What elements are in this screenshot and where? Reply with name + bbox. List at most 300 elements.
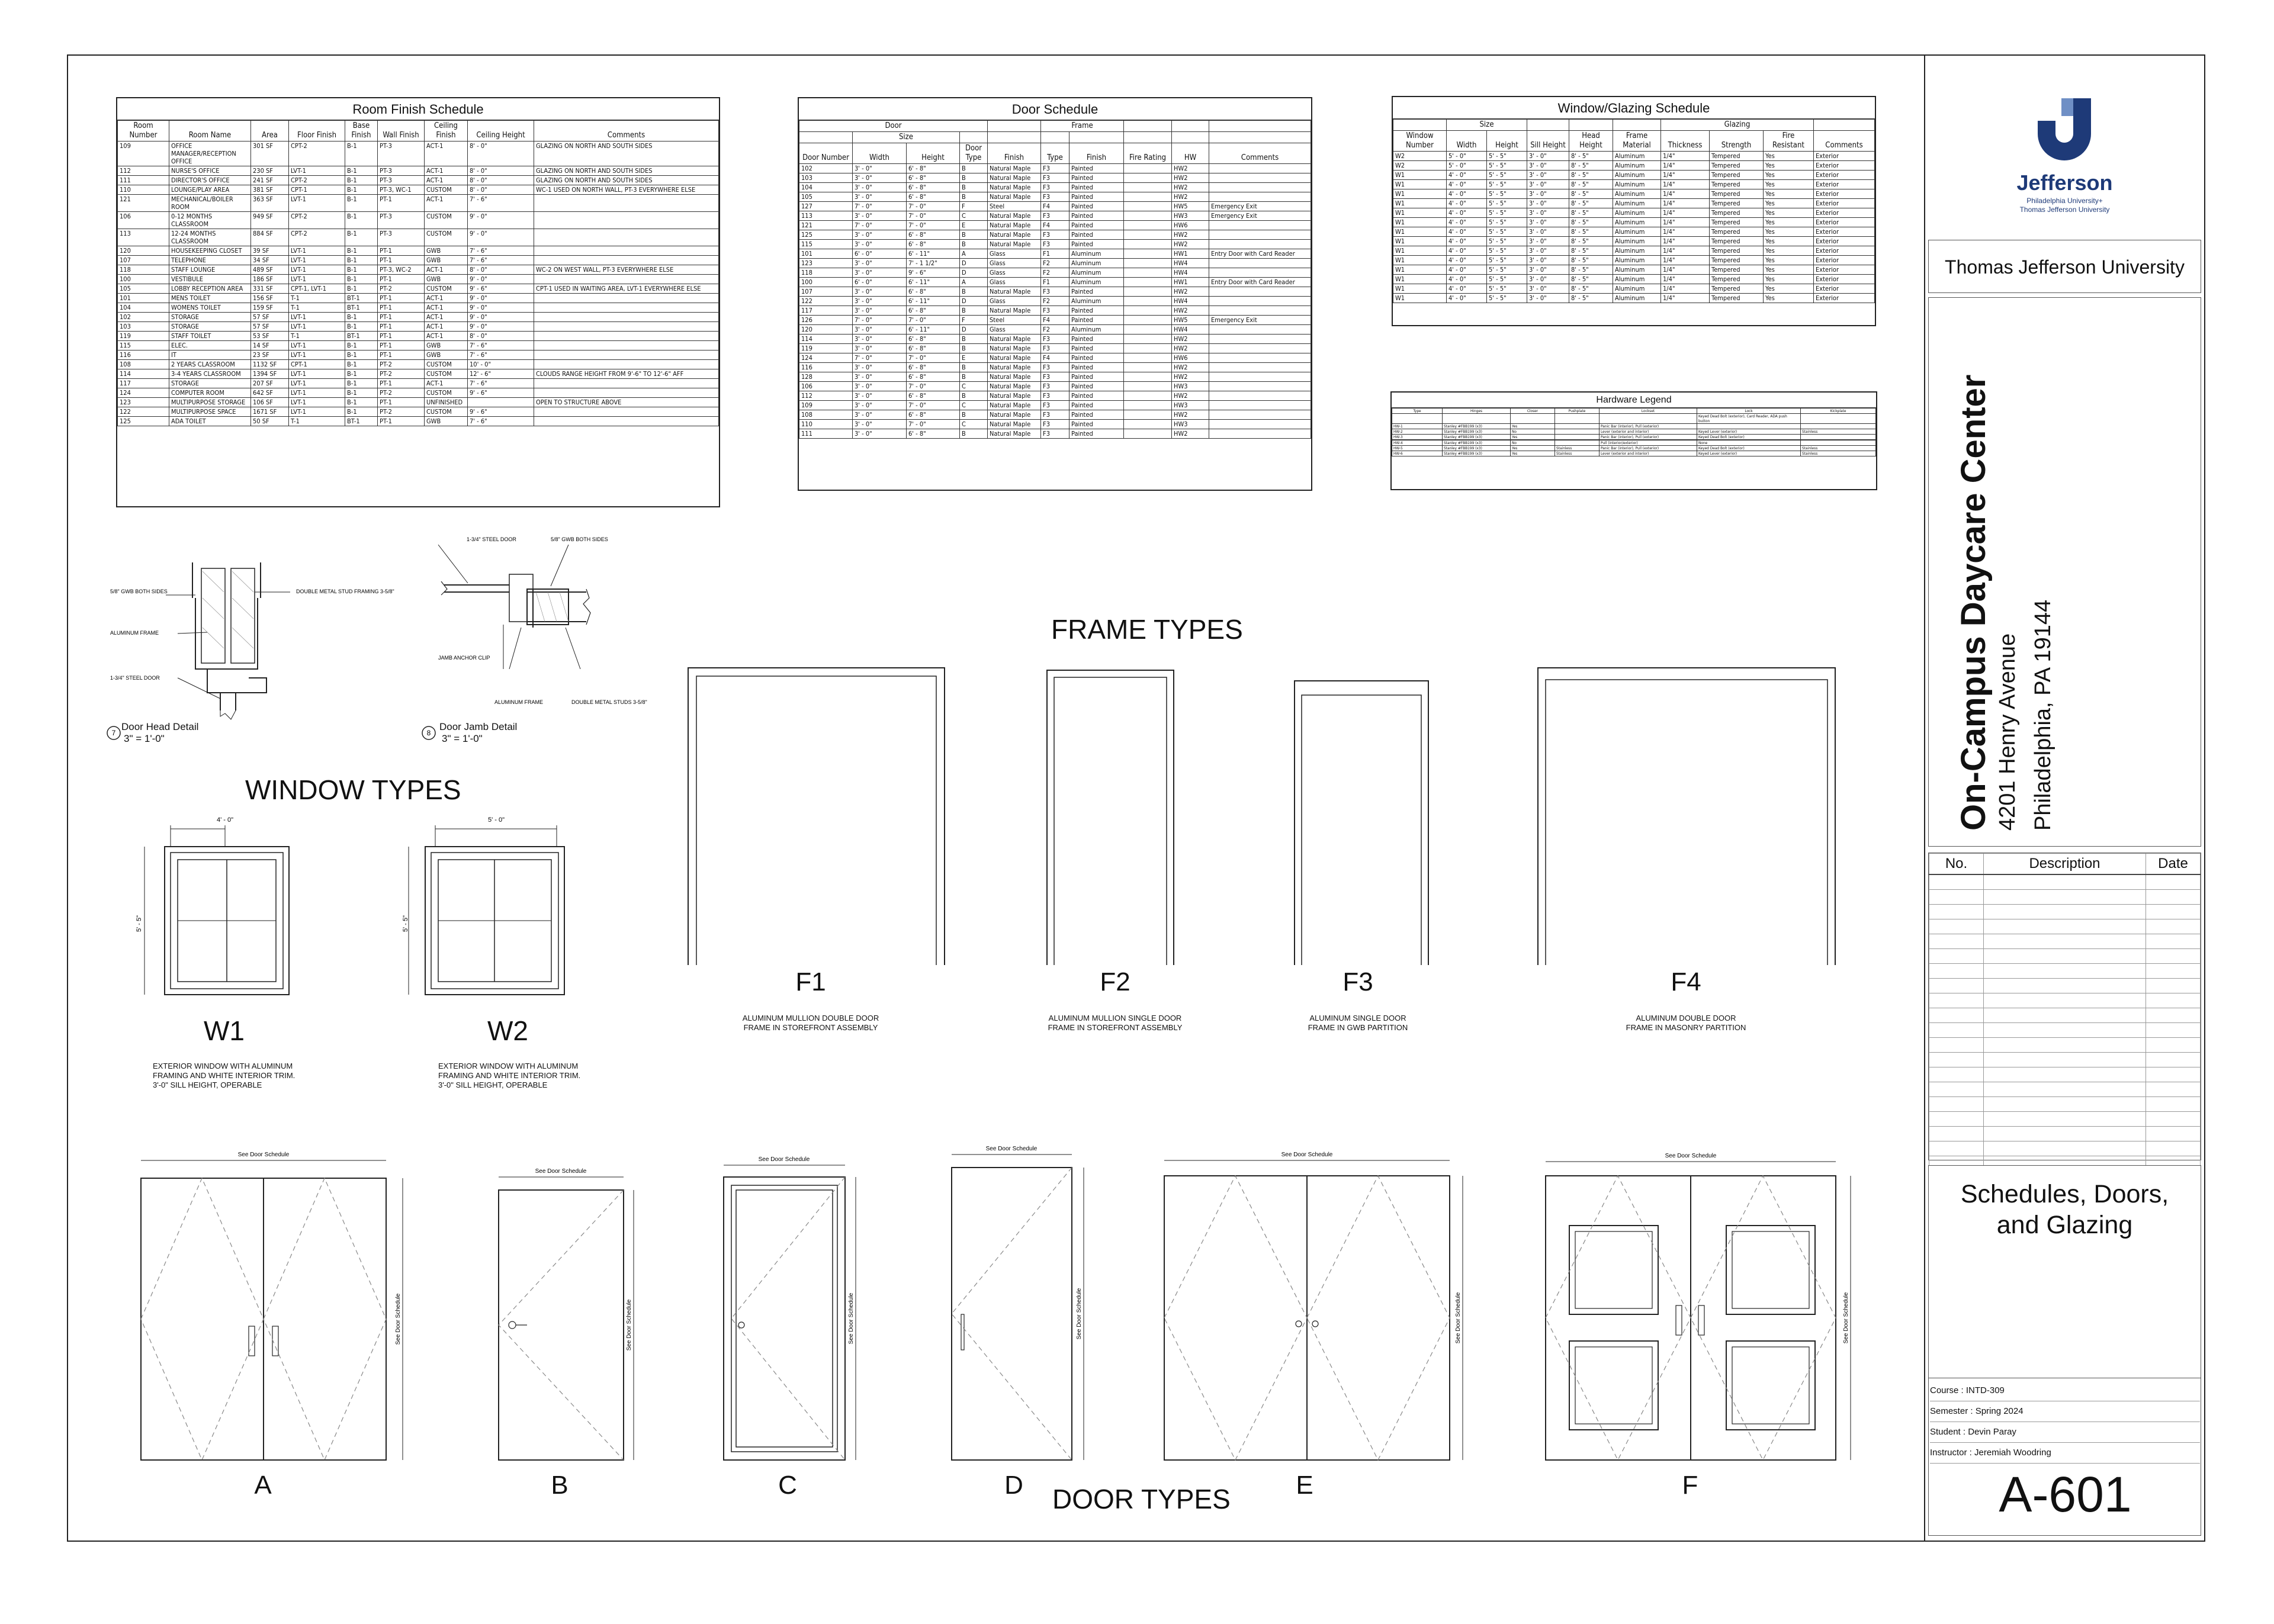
door-schedule-cell: D [960,325,988,335]
door-schedule-cell: B [960,335,988,344]
door-size-header: Size [853,132,960,143]
hardware-legend-cell: Stainless [1801,451,1876,456]
window-schedule-cell: 5' - 5" [1487,237,1527,246]
room-schedule-cell: B-1 [345,379,378,388]
course-line: Course : INTD-309 [1930,1381,2200,1401]
door-schedule-cell: C [960,211,988,221]
room-schedule-cell: LVT-1 [289,275,345,284]
frame-f2-label: F2 [1100,967,1130,996]
room-schedule-cell: B-1 [345,322,378,332]
room-schedule-cell: 7' - 6" [468,350,534,360]
door-schedule-cell: 3' - 0" [853,240,907,249]
room-schedule-cell: ADA TOILET [169,417,251,426]
door-schedule-cell: Emergency Exit [1209,316,1311,325]
door-schedule-cell: F [960,316,988,325]
door-schedule-cell: 6' - 11" [907,278,960,287]
window-schedule-cell: 3' - 0" [1527,284,1569,294]
hardware-legend-row [1392,435,1876,440]
hardware-legend-cell: Yes [1511,435,1555,440]
door-schedule-cell: Natural Maple [988,344,1041,353]
room-schedule-cell: BT-1 [345,332,378,341]
door-schedule-cell: HW2 [1172,363,1209,372]
room-schedule-cell: 7' - 6" [468,417,534,426]
window-schedule-cell: W1 [1393,227,1447,237]
door-f-height-note: See Door Schedule [1843,1292,1849,1344]
revision-row [1929,1023,2201,1038]
door-schedule-cell: 7' - 0" [907,316,960,325]
window-schedule-cell: 3' - 0" [1527,294,1569,303]
window-schedule-cell: 5' - 5" [1487,284,1527,294]
door-schedule-cell: 3' - 0" [853,420,907,429]
room-schedule-cell: CUSTOM [425,229,468,246]
room-schedule-cell: T-1 [289,332,345,341]
window-schedule-cell: Tempered [1710,171,1764,180]
f3-desc-2: FRAME IN GWB PARTITION [1308,1023,1408,1032]
window-w1-label: W1 [204,1015,245,1046]
door-schedule-cell: Natural Maple [988,287,1041,297]
door-schedule-cell [1209,325,1311,335]
door-schedule-cell: 6' - 0" [853,278,907,287]
window-schedule-cell: 4' - 0" [1447,265,1487,275]
head-detail-caption [121,721,198,745]
room-schedule-cell: CPT-2 [289,142,345,166]
door-schedule-cell: HW4 [1172,259,1209,268]
door-schedule-cell: Painted [1069,344,1124,353]
door-schedule-cell: F2 [1041,297,1069,306]
room-schedule-cell: B-1 [345,388,378,398]
window-schedule-cell: Aluminum [1613,189,1661,199]
window-types-heading: WINDOW TYPES [245,774,461,805]
door-schedule-cell: F3 [1041,363,1069,372]
window-schedule-cell: 8' - 5" [1569,152,1613,161]
door-schedule-cell: Painted [1069,306,1124,316]
door-schedule-cell: 6' - 8" [907,173,960,183]
room-schedule-cell: 381 SF [251,185,289,195]
room-schedule-row [118,256,719,265]
room-schedule-cell: 9' - 6" [468,388,534,398]
room-schedule-cell: 109 [118,142,169,166]
room-schedule-cell [534,341,719,350]
window-schedule-cell: Exterior [1814,294,1875,303]
door-schedule-cell: 7' - 1 1/2" [907,259,960,268]
sheet-title-box [1928,1165,2201,1378]
room-schedule-row [118,350,719,360]
frame-f1-label: F1 [795,967,826,996]
window-schedule-cell: Tempered [1710,294,1764,303]
room-schedule-cell: ACT-1 [425,294,468,303]
room-schedule-cell: TELEPHONE [169,256,251,265]
door-a-height-note: See Door Schedule [395,1293,402,1345]
window-schedule-cell: 5' - 5" [1487,256,1527,265]
door-schedule-row [799,202,1311,211]
window-schedule-cell: 4' - 0" [1447,208,1487,218]
door-types-drawing [118,1137,1895,1468]
window-schedule-cell: 3' - 0" [1527,275,1569,284]
room-schedule-title: Room Finish Schedule [117,98,719,120]
door-schedule-cell: B [960,306,988,316]
door-schedule-cell: 3' - 0" [853,382,907,391]
room-schedule-cell: 8' - 0" [468,176,534,185]
door-schedule-cell: 7' - 0" [907,401,960,410]
hardware-legend-cell: HW-5 [1392,446,1443,451]
door-schedule-cell: Painted [1069,353,1124,363]
window-schedule-cell: 1/4" [1661,208,1710,218]
room-schedule-col-header: Floor Finish [289,121,345,142]
jamb-note-gwb: 5/8" GWB BOTH SIDES [551,536,608,542]
door-schedule-cell: F3 [1041,230,1069,240]
window-schedule-col-header: Head Height [1569,131,1613,152]
door-schedule-cell [1209,230,1311,240]
window-schedule-row [1393,152,1875,161]
rev-col-description: Description [1984,854,2146,875]
door-schedule-col-header: Fire Rating [1124,143,1172,164]
room-schedule-cell: PT-1 [378,322,425,332]
room-schedule-cell: 642 SF [251,388,289,398]
door-schedule-cell: Natural Maple [988,372,1041,382]
door-schedule-cell: Painted [1069,202,1124,211]
window-schedule-cell: 8' - 5" [1569,171,1613,180]
door-schedule-cell: HW2 [1172,391,1209,401]
door-schedule-cell: Painted [1069,420,1124,429]
room-schedule-cell: 23 SF [251,350,289,360]
door-schedule-cell: 7' - 0" [907,202,960,211]
door-schedule-cell [1209,353,1311,363]
door-schedule-row [799,278,1311,287]
door-schedule-cell [1124,325,1172,335]
university-name: Thomas Jefferson University [1945,256,2185,278]
door-schedule-cell: HW1 [1172,249,1209,259]
door-schedule-cell: 6' - 11" [907,297,960,306]
door-schedule-cell: 103 [799,173,853,183]
door-schedule-cell: 3' - 0" [853,410,907,420]
door-schedule-cell: F3 [1041,391,1069,401]
door-schedule-cell: HW2 [1172,287,1209,297]
door-schedule-col-header: Width [853,143,907,164]
door-schedule-cell: 7' - 0" [853,353,907,363]
door-schedule-cell [1124,353,1172,363]
door-schedule-col-header: HW [1172,143,1209,164]
window-schedule-cell: Exterior [1814,265,1875,275]
room-schedule-col-header: Ceiling Finish [425,121,468,142]
jamb-detail-scale: 3" = 1'-0" [442,733,483,744]
room-schedule-cell: CUSTOM [425,360,468,369]
room-schedule-cell: STORAGE [169,322,251,332]
room-schedule-cell: 8' - 0" [468,332,534,341]
door-schedule-cell: 3' - 0" [853,192,907,202]
hardware-legend-row [1392,429,1876,435]
door-schedule-cell: B [960,429,988,439]
window-schedule-cell: 8' - 5" [1569,265,1613,275]
revision-row [1929,1112,2201,1127]
door-schedule-cell [1124,306,1172,316]
hardware-legend-cell [1555,440,1599,446]
head-note-frame: ALUMINUM FRAME [110,630,159,636]
semester-line: Semester : Spring 2024 [1930,1401,2200,1422]
hardware-legend-cell: Stainless [1801,429,1876,435]
room-schedule-cell: 119 [118,332,169,341]
room-schedule-cell: GLAZING ON NORTH AND SOUTH SIDES [534,176,719,185]
door-schedule-row [799,325,1311,335]
window-schedule-cell: 4' - 0" [1447,294,1487,303]
room-schedule-cell: B-1 [345,275,378,284]
door-schedule-row [799,268,1311,278]
room-schedule-cell: LVT-1 [289,341,345,350]
door-jamb-detail-drawing [415,533,647,746]
window-schedule-cell: Exterior [1814,208,1875,218]
window-schedule-col-header: Window Number [1393,131,1447,152]
window-schedule-cell: 1/4" [1661,152,1710,161]
window-schedule-cell: 5' - 5" [1487,294,1527,303]
hardware-legend-cell [1599,414,1697,424]
room-schedule-row [118,332,719,341]
door-schedule-cell: E [960,353,988,363]
hardware-legend-cell: Lever (exterior and interior) [1599,451,1697,456]
hardware-legend-cell [1801,424,1876,429]
door-schedule-row [799,391,1311,401]
door-schedule-cell: Painted [1069,173,1124,183]
window-schedule-cell: Tempered [1710,161,1764,171]
room-schedule-cell: B-1 [345,360,378,369]
door-schedule-row [799,306,1311,316]
door-schedule-cell: HW2 [1172,335,1209,344]
door-schedule-cell: Natural Maple [988,221,1041,230]
window-schedule-row [1393,161,1875,171]
window-schedule-cell: Yes [1764,180,1814,189]
window-schedule-row [1393,199,1875,208]
door-schedule-cell: HW2 [1172,306,1209,316]
room-schedule-cell: B-1 [345,185,378,195]
door-c-height-note: See Door Schedule [848,1292,855,1345]
window-schedule-cell: Aluminum [1613,275,1661,284]
room-schedule-cell [534,229,719,246]
door-schedule-cell: HW2 [1172,429,1209,439]
room-schedule-cell: LOBBY RECEPTION AREA [169,284,251,294]
hardware-legend-cell [1443,414,1511,424]
room-schedule-cell: B-1 [345,265,378,275]
door-schedule-row [799,297,1311,306]
door-schedule-cell: Painted [1069,192,1124,202]
room-schedule-cell: 7' - 6" [468,341,534,350]
door-schedule-cell: B [960,192,988,202]
door-schedule-cell: F3 [1041,429,1069,439]
head-note-stud: DOUBLE METAL STUD FRAMING 3-5/8" [296,589,394,594]
room-schedule-cell: CLOUDS RANGE HEIGHT FROM 9'-6" TO 12'-6" AFF [534,369,719,379]
window-schedule-cell: Tempered [1710,208,1764,218]
room-schedule-cell: PT-3 [378,229,425,246]
room-schedule-cell: 489 SF [251,265,289,275]
room-schedule-cell: 111 [118,176,169,185]
door-schedule-cell [1124,420,1172,429]
hardware-legend-cell: Keyed Dead Bolt (exterior) [1697,446,1801,451]
door-schedule-cell: A [960,278,988,287]
door-schedule-cell: 3' - 0" [853,287,907,297]
room-schedule-cell: DIRECTOR'S OFFICE [169,176,251,185]
hardware-legend-cell: Stainless [1555,451,1599,456]
room-schedule-cell: CUSTOM [425,369,468,379]
window-schedule-cell: 5' - 5" [1487,161,1527,171]
room-schedule-row [118,246,719,256]
hardware-legend-cell [1801,414,1876,424]
room-schedule-cell: 118 [118,265,169,275]
room-schedule-cell: LVT-1 [289,313,345,322]
room-schedule-cell: PT-2 [378,388,425,398]
hardware-legend-cell: No [1511,440,1555,446]
room-schedule-cell: LVT-1 [289,369,345,379]
room-finish-schedule [116,97,720,507]
hardware-legend-cell [1555,435,1599,440]
door-schedule-cell: Painted [1069,391,1124,401]
w1-desc-2: FRAMING AND WHITE INTERIOR TRIM. [153,1071,296,1080]
door-schedule-cell: HW2 [1172,164,1209,173]
room-schedule-cell: GLAZING ON NORTH AND SOUTH SIDES [534,142,719,166]
door-schedule-cell [1209,372,1311,382]
room-schedule-cell: PT-2 [378,407,425,417]
window-w2-desc [438,1062,580,1090]
window-schedule-cell: 5' - 5" [1487,208,1527,218]
door-schedule-cell [1209,221,1311,230]
window-schedule-cell: 3' - 0" [1527,161,1569,171]
window-schedule-cell: 4' - 0" [1447,227,1487,237]
door-schedule-cell: Natural Maple [988,183,1041,192]
door-schedule-cell [1209,183,1311,192]
hardware-legend-cell: Lever (exterior and interior) [1599,429,1697,435]
room-schedule-cell: PT-2 [378,369,425,379]
door-schedule-cell: Aluminum [1069,278,1124,287]
door-schedule-cell: Painted [1069,382,1124,391]
door-schedule-row [799,401,1311,410]
sheet-title [1929,1179,2201,1240]
room-schedule-cell: ACT-1 [425,303,468,313]
door-group-header: Door [799,121,988,132]
window-schedule-cell: Exterior [1814,199,1875,208]
door-schedule-cell: Glass [988,297,1041,306]
room-schedule-cell: LVT-1 [289,379,345,388]
hardware-legend-title: Hardware Legend [1392,393,1876,408]
room-schedule-cell: 156 SF [251,294,289,303]
room-schedule-cell: ACT-1 [425,166,468,176]
door-schedule-row [799,287,1311,297]
door-schedule-cell: 118 [799,268,853,278]
room-schedule-cell: 106 [118,212,169,229]
door-schedule-cell: C [960,382,988,391]
room-schedule-cell [534,313,719,322]
door-schedule-cell: B [960,240,988,249]
room-schedule-cell: 1132 SF [251,360,289,369]
door-schedule-cell: 7' - 0" [853,221,907,230]
room-schedule-cell: UNFINISHED [425,398,468,407]
door-schedule-cell: F4 [1041,316,1069,325]
room-schedule-cell [534,379,719,388]
revision-row [1929,1127,2201,1141]
room-schedule-cell: PT-3 [378,166,425,176]
door-schedule-row [799,344,1311,353]
door-schedule-cell: Painted [1069,240,1124,249]
door-schedule-row [799,372,1311,382]
window-schedule-title: Window/Glazing Schedule [1393,97,1875,119]
window-w2-drawing [402,811,574,1012]
window-schedule-cell: 3' - 0" [1527,171,1569,180]
window-schedule-cell: 8' - 5" [1569,284,1613,294]
window-schedule-cell: Exterior [1814,161,1875,171]
room-schedule-cell: PT-2 [378,284,425,294]
room-schedule-cell: 949 SF [251,212,289,229]
room-schedule-cell: 207 SF [251,379,289,388]
room-schedule-cell: 241 SF [251,176,289,185]
logo-wordmark: Jefferson [2016,171,2113,195]
door-schedule-cell: Natural Maple [988,230,1041,240]
room-schedule-cell: LVT-1 [289,195,345,212]
f4-desc-2: FRAME IN MASONRY PARTITION [1626,1023,1746,1032]
room-schedule-cell [534,417,719,426]
door-schedule-cell: F3 [1041,287,1069,297]
room-schedule-cell: LVT-1 [289,166,345,176]
door-type-a-label: A [254,1471,272,1500]
room-schedule-row [118,407,719,417]
room-schedule-cell: 3-4 YEARS CLASSROOM [169,369,251,379]
room-schedule-cell: ACT-1 [425,313,468,322]
w1-desc-1: EXTERIOR WINDOW WITH ALUMINUM [153,1062,293,1070]
door-schedule-cell: HW2 [1172,183,1209,192]
revision-row [1929,1097,2201,1112]
door-schedule-cell: F3 [1041,410,1069,420]
room-schedule-cell: WC-2 ON WEST WALL, PT-3 EVERYWHERE ELSE [534,265,719,275]
door-schedule-cell: F4 [1041,221,1069,230]
window-schedule-cell: 1/4" [1661,227,1710,237]
hardware-legend-cell [1801,435,1876,440]
room-schedule-cell: 884 SF [251,229,289,246]
hardware-legend-cell [1801,440,1876,446]
door-schedule-cell [1124,316,1172,325]
door-schedule-cell [1124,429,1172,439]
window-schedule-cell: 8' - 5" [1569,199,1613,208]
window-schedule-cell: Aluminum [1613,199,1661,208]
window-size-header: Size [1447,120,1527,131]
door-schedule-cell: HW3 [1172,420,1209,429]
window-schedule-cell: 8' - 5" [1569,180,1613,189]
room-schedule-cell: ACT-1 [425,142,468,166]
door-schedule-cell: 7' - 0" [853,202,907,211]
hardware-legend-table [1392,408,1876,456]
door-schedule-row [799,420,1311,429]
frame-types-heading: FRAME TYPES [1051,614,1243,645]
room-schedule-cell: B-1 [345,369,378,379]
room-schedule-cell: MECHANICAL/BOILER ROOM [169,195,251,212]
window-schedule-cell: Aluminum [1613,265,1661,275]
room-schedule-row [118,185,719,195]
door-schedule-cell: HW6 [1172,353,1209,363]
door-schedule-cell: 3' - 0" [853,306,907,316]
window-schedule [1392,96,1876,326]
door-b-dim-note: See Door Schedule [535,1168,587,1175]
instructor-line: Instructor : Jeremiah Woodring [1930,1443,2200,1464]
hardware-legend-cell: Stanley #FBB199 (x3) [1443,435,1511,440]
door-schedule-cell: Natural Maple [988,164,1041,173]
room-schedule-col-header: Wall Finish [378,121,425,142]
room-schedule-cell [534,246,719,256]
room-schedule-cell: ACT-1 [425,265,468,275]
window-schedule-row [1393,256,1875,265]
door-schedule-cell: 105 [799,192,853,202]
window-schedule-cell: 8' - 5" [1569,218,1613,227]
door-schedule-cell: HW2 [1172,240,1209,249]
window-schedule-cell: W1 [1393,265,1447,275]
room-schedule-cell: 9' - 0" [468,212,534,229]
window-schedule-cell: W1 [1393,199,1447,208]
window-schedule-cell: Tempered [1710,189,1764,199]
room-schedule-cell: 14 SF [251,341,289,350]
room-schedule-cell: 100 [118,275,169,284]
window-schedule-cell: 1/4" [1661,284,1710,294]
